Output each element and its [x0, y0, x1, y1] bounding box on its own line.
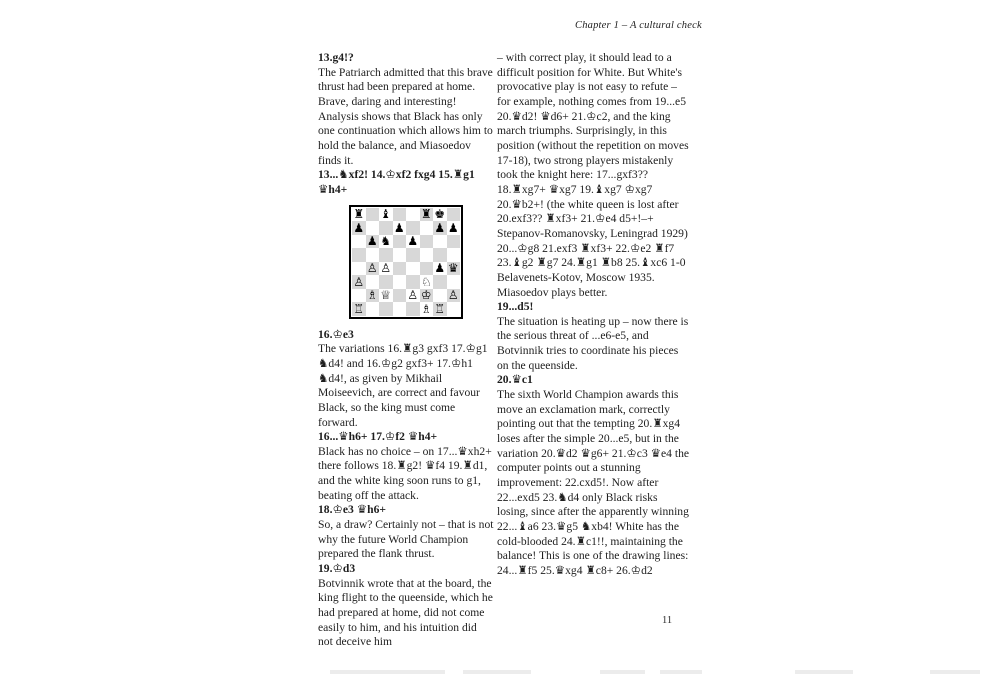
paragraph: Black has no choice – on 17...♛xh2+ there follows 18.♜g2! ♛f4 19.♜d1, and the white king soon runs to g1, beating off the attack.: [318, 444, 492, 502]
board-square: [420, 275, 434, 289]
board-square: [379, 235, 393, 249]
board-square: [352, 289, 366, 303]
board-square: [420, 302, 434, 316]
board-square: [433, 208, 447, 222]
board-square: [433, 262, 447, 276]
scan-artifact: [660, 670, 702, 674]
black-pawn-piece: ♟: [353, 220, 365, 235]
board-square: [447, 262, 461, 276]
board-square: [366, 235, 380, 249]
black-king-piece: ♚: [434, 207, 446, 222]
board-square: [366, 208, 380, 222]
board-square: [447, 248, 461, 262]
board-square: [393, 248, 407, 262]
board-square: [447, 208, 461, 222]
board-square: [447, 289, 461, 303]
board-square: [433, 289, 447, 303]
chess-board: [349, 205, 463, 319]
white-pawn-piece: ♙: [366, 261, 378, 276]
board-square: [406, 275, 420, 289]
white-king-piece: ♔: [420, 288, 432, 303]
black-pawn-piece: ♟: [393, 220, 405, 235]
black-rook-piece: ♜: [420, 207, 432, 222]
black-pawn-piece: ♟: [407, 234, 419, 249]
board-square: [447, 235, 461, 249]
board-square: [406, 248, 420, 262]
white-pawn-piece: ♙: [380, 261, 392, 276]
left-column: [318, 51, 494, 650]
white-knight-piece: ♘: [420, 274, 432, 289]
move-heading: 16...♛h6+ 17.♔f2 ♛h4+: [318, 430, 438, 444]
paragraph: Botvinnik wrote that at the board, the king flight to the queenside, which he had prepared at home, did not come easily to him, and his intuition did not deceive him: [318, 576, 493, 649]
board-square: [366, 302, 380, 316]
board-square: [406, 262, 420, 276]
board-square: [420, 289, 434, 303]
paragraph: The sixth World Champion awards this move an exclamation mark, correctly pointing out that the tempting 20.♜xg4 loses after the simple 20...e5, but in the variation 20.♛d2 ♛g6+ 21.♔c3 ♛e4 the computer points out a stunning improvement: 22.cxd5!. Now after 22...exd5 23.♞d4 only Black risks losing, since after the apparently winning 22...♝a6 23.♛g5 ♞xb4! White has the cold-blooded 24.♜c1!!, maintaining the balance! This is one of the drawing lines: 24...♜f5 25.♛xg4 ♜c8+ 26.♔d2: [497, 388, 690, 577]
board-square: [406, 289, 420, 303]
scan-artifact: [463, 670, 531, 674]
paragraph: The Patriarch admitted that this brave thrust had been prepared at home. Brave, daring and interesting! Analysis shows that Black has only one continuation which allows him to hold the balance, and Miasoedov finds it.: [318, 65, 493, 167]
board-square: [379, 248, 393, 262]
board-square: [447, 302, 461, 316]
chess-diagram: [318, 205, 494, 319]
white-bishop-piece: ♗: [420, 301, 432, 316]
board-square: [352, 221, 366, 235]
board-square: [352, 248, 366, 262]
page-number: 11: [662, 615, 673, 626]
board-square: [352, 262, 366, 276]
board-square: [433, 221, 447, 235]
board-square: [433, 275, 447, 289]
scan-artifact: [330, 670, 445, 674]
white-pawn-piece: ♙: [447, 288, 459, 303]
board-square: [366, 262, 380, 276]
board-square: [420, 262, 434, 276]
chapter-header: Chapter 1 – A cultural check: [575, 20, 702, 31]
board-square: [366, 275, 380, 289]
board-square: [393, 221, 407, 235]
board-square: [366, 248, 380, 262]
scan-artifact: [795, 670, 853, 674]
move-heading: 19.♔d3: [318, 562, 356, 576]
board-square: [433, 302, 447, 316]
scan-artifact: [930, 670, 980, 674]
board-square: [406, 235, 420, 249]
board-square: [393, 275, 407, 289]
black-rook-piece: ♜: [353, 207, 365, 222]
paragraph: The variations 16.♜g3 gxf3 17.♔g1 ♞d4! and 16.♔g2 gxf3+ 17.♔h1 ♞d4!, as given by Mikhail Moiseevich, are correct and favour Black, so the king must come forward.: [318, 342, 488, 429]
board-square: [352, 275, 366, 289]
board-square: [420, 235, 434, 249]
board-square: [393, 235, 407, 249]
board-square: [393, 208, 407, 222]
board-square: [366, 221, 380, 235]
paragraph: The situation is heating up – now there is the serious threat of ...e6-e5, and Botvinnik tries to coordinate his pieces on the queenside.: [497, 314, 689, 372]
board-square: [406, 302, 420, 316]
board-square: [393, 262, 407, 276]
board-square: [433, 248, 447, 262]
board-square: [447, 221, 461, 235]
board-square: [379, 208, 393, 222]
white-pawn-piece: ♙: [407, 288, 419, 303]
board-square: [406, 221, 420, 235]
board-square: [393, 302, 407, 316]
board-square: [420, 248, 434, 262]
white-pawn-piece: ♙: [353, 274, 365, 289]
move-heading: 13.g4!?: [318, 51, 354, 64]
black-bishop-piece: ♝: [380, 207, 392, 222]
white-rook-piece: ♖: [353, 301, 365, 316]
black-knight-piece: ♞: [380, 234, 392, 249]
paragraph: – with correct play, it should lead to a difficult position for White. But White's provocative play is not easy to refute – for example, nothing comes from 19...e5 20.♛d2! ♛d6+ 21.♔c2, and the king march triumphs. Surprisingly, in this position (without the repetition on moves 17-18), two strong players mistakenly took the knight here: 17...gxf3?? 18.♜xg7+ ♛xg7 19.♝xg7 ♔xg7 20.♛b2+! (the white queen is lost after 20.exf3?? ♜xf3+ 21.♔e4 d5+!–+ Stepanov-Romanovsky, Leningrad 1929) 20...♔g8 21.exf3 ♜xf3+ 22.♔e2 ♜f7 23.♝g2 ♜g7 24.♜g1 ♜b8 25.♝xc6 1-0 Belavenets-Kotov, Moscow 1935. Miasoedov plays better.: [497, 51, 689, 299]
board-square: [406, 208, 420, 222]
move-heading: 19...d5!: [497, 300, 534, 314]
board-square: [379, 221, 393, 235]
black-pawn-piece: ♟: [447, 220, 459, 235]
board-square: [447, 275, 461, 289]
black-pawn-piece: ♟: [434, 220, 446, 235]
white-bishop-piece: ♗: [366, 288, 378, 303]
board-square: [393, 289, 407, 303]
paragraph: So, a draw? Certainly not – that is not why the future World Champion prepared the flank thrust.: [318, 518, 494, 561]
board-square: [352, 302, 366, 316]
board-square: [379, 289, 393, 303]
black-pawn-piece: ♟: [366, 234, 378, 249]
board-square: [420, 221, 434, 235]
move-heading: 20.♛c1: [497, 373, 533, 387]
right-column: [497, 51, 690, 579]
board-square: [433, 235, 447, 249]
board-square: [352, 235, 366, 249]
board-square: [379, 262, 393, 276]
board-square: [379, 302, 393, 316]
black-queen-piece: ♛: [447, 261, 459, 276]
white-rook-piece: ♖: [434, 301, 446, 316]
board-square: [379, 275, 393, 289]
board-square: [366, 289, 380, 303]
white-queen-piece: ♕: [380, 288, 392, 303]
board-square: [420, 208, 434, 222]
move-heading: 18.♔e3 ♛h6+: [318, 503, 386, 517]
board-square: [352, 208, 366, 222]
scan-artifact: [600, 670, 645, 674]
move-heading: 16.♔e3: [318, 327, 354, 341]
move-heading: 13...♞xf2! 14.♔xf2 fxg4 15.♜g1 ♛h4+: [318, 168, 475, 196]
black-pawn-piece: ♟: [434, 261, 446, 276]
